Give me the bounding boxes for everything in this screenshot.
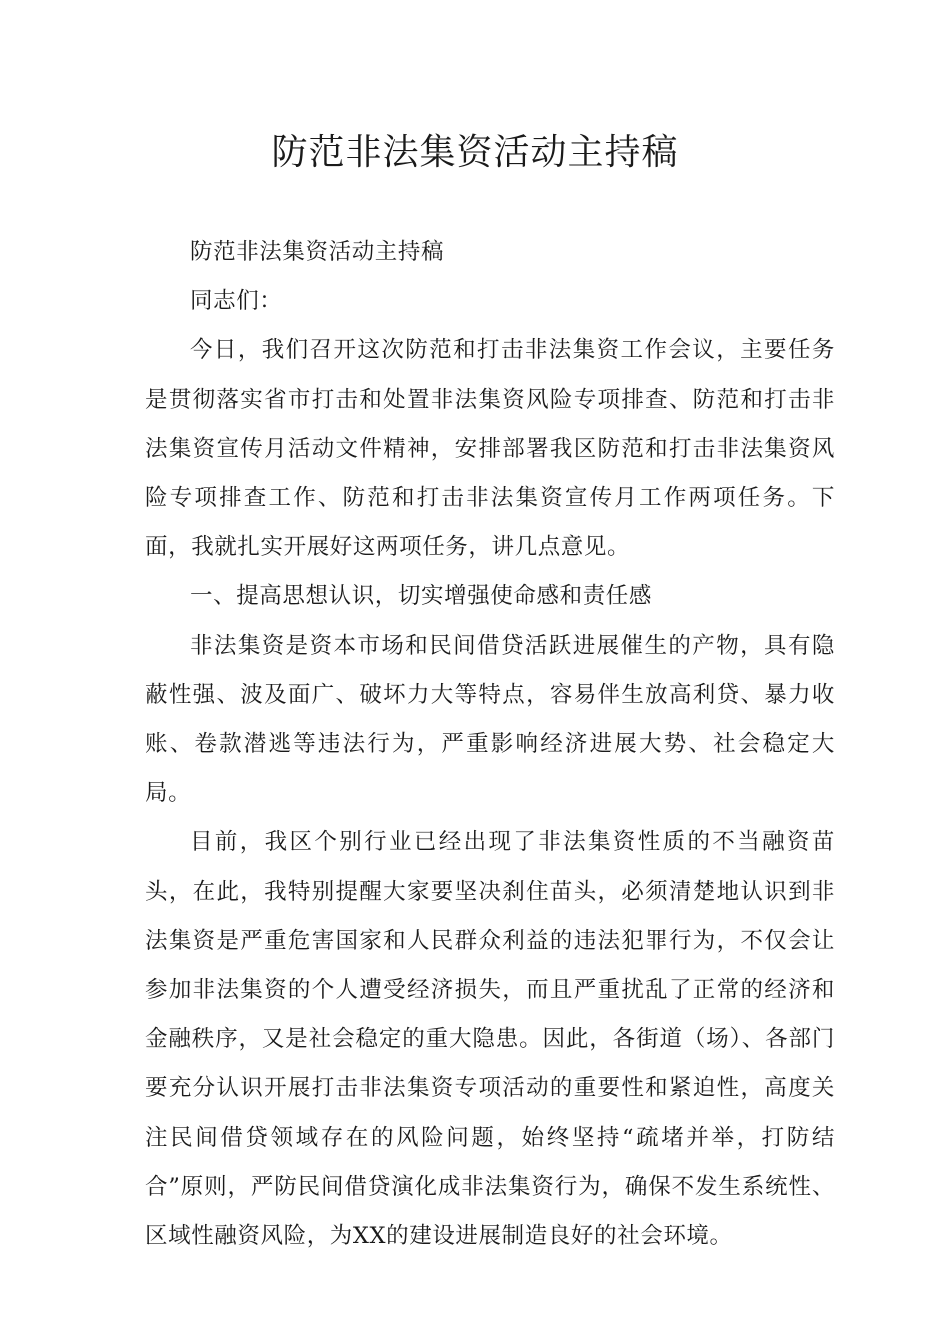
paragraph-salutation: 同志们： — [190, 288, 283, 315]
document-body — [145, 228, 835, 1261]
section-heading-1: 一、提高思想认识，切实增强使命感和责任感 — [190, 583, 653, 610]
paragraph-body: 目前，我区个别行业已经出现了非法集资性质的不当融资苗头，在此，我特别提醒大家要坚决刹住苗头，必须清楚地认识到非法集资是严重危害国家和人民群众利益的违法犯罪行为，不仅会让参加非法集资的个人遭受经济损失，而且严重扰乱了正常的经济和金融秩序，又是社会稳定的重大隐患。因此，各街道（场）、各部门要充分认识开展打击非法集资专项活动的重要性和紧迫性，高度关注民间借贷领域存在的风险问题，始终坚持“疏堵并举，打防结合”原则，严防民间借贷演化成非法集资行为，确保不发生系统性、区域性融资风险，为XX的建设进展制造良好的社会环境。 — [145, 829, 835, 1250]
paragraph-body: 非法集资是资本市场和民间借贷活跃进展催生的产物，具有隐蔽性强、波及面广、破坏力大等特点，容易伴生放高利贷、暴力收账、卷款潜逃等违法行为，严重影响经济进展大势、社会稳定大局。 — [145, 632, 835, 807]
paragraph-intro: 今日，我们召开这次防范和打击非法集资工作会议，主要任务是贯彻落实省市打击和处置非法集资风险专项排查、防范和打击非法集资宣传月活动文件精神，安排部署我区防范和打击非法集资风险专项排查工作、防范和打击非法集资宣传月工作两项任务。下面，我就扎实开展好这两项任务，讲几点意见。 — [145, 337, 835, 561]
document-title: 防范非法集资活动主持稿 — [271, 132, 679, 173]
paragraph-subtitle: 防范非法集资活动主持稿 — [190, 239, 445, 265]
